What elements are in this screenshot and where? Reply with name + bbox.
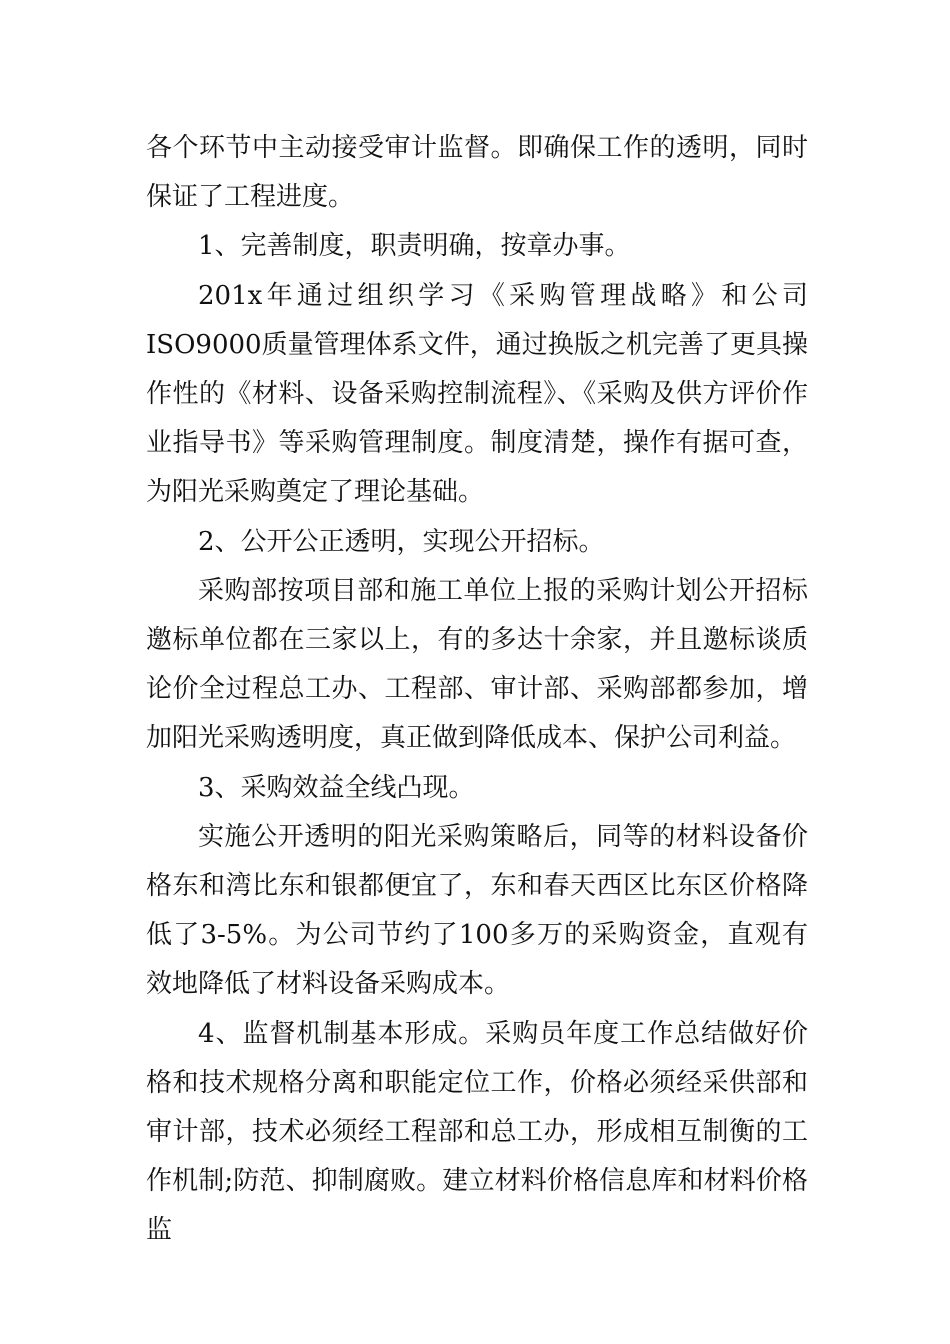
paragraph-system-improvement: 201x年通过组织学习《采购管理战略》和公司ISO9000质量管理体系文件，通过换版之机完善了更具操作性的《材料、设备采购控制流程》、《采购及供方评价作业指导书》等采购管理制度。制度清楚，操作有据可查，为阳光采购奠定了理论基础。	[146, 280, 808, 508]
paragraph-heading-1: 1、完善制度，职责明确，按章办事。	[198, 231, 631, 262]
paragraph-public-bidding: 采购部按项目部和施工单位上报的采购计划公开招标邀标单位都在三家以上，有的多达十余家，并且邀标谈质论价全过程总工办、工程部、审计部、采购部都参加，增加阳光采购透明度，真正做到降低成本、保护公司利益。	[146, 575, 808, 754]
paragraph-supervision-mechanism: 4、监督机制基本形成。采购员年度工作总结做好价格和技术规格分离和职能定位工作，价格必须经采供部和审计部，技术必须经工程部和总工办，形成相互制衡的工作机制;防范、抑制腐败。建立材料价格信息库和材料价格监	[146, 1018, 808, 1246]
paragraph-heading-2: 2、公开公正透明，实现公开招标。	[198, 526, 605, 557]
paragraph-heading-3: 3、采购效益全线凸现。	[198, 772, 475, 803]
paragraph-intro-continuation: 各个环节中主动接受审计监督。即确保工作的透明，同时保证了工程进度。	[146, 133, 808, 213]
document-body	[146, 124, 808, 1256]
paragraph-procurement-benefits: 实施公开透明的阳光采购策略后，同等的材料设备价格东和湾比东和银都便宜了，东和春天西区比东区价格降低了3-5%。为公司节约了100多万的采购资金，直观有效地降低了材料设备采购成本。	[146, 821, 808, 1000]
